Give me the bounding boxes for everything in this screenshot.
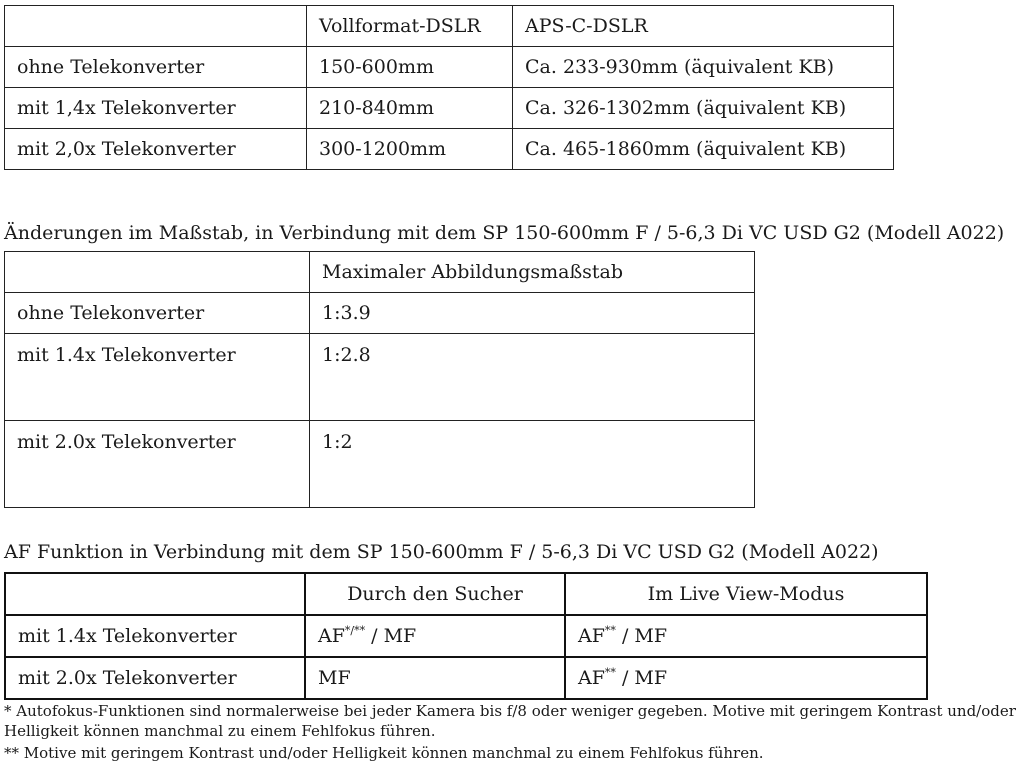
footnote-marker: ** [604,624,616,637]
table-cell: 1:2.8 [310,334,755,421]
row-label: mit 2.0x Telekonverter [5,421,310,508]
table-cell: 150-600mm [307,47,513,88]
table-row [5,421,755,508]
table-cell: Ca. 326-1302mm (äquivalent KB) [513,88,894,129]
header-cell [5,252,310,293]
header-cell: Im Live View-Modus [565,573,927,615]
table-row [5,334,755,421]
row-label: mit 2.0x Telekonverter [5,657,305,699]
mode-text: / MF [365,625,417,647]
viewfinder-cell [305,657,565,699]
table-header-row [5,6,894,47]
footnote-marker: */** [344,624,366,637]
table-row [5,88,894,129]
table-row [5,129,894,170]
table-cell: Ca. 465-1860mm (äquivalent KB) [513,129,894,170]
mode-text: MF [318,667,351,689]
footnote-marker: ** [604,666,616,679]
row-label: mit 1.4x Telekonverter [5,334,310,421]
table-header-row [5,573,927,615]
mode-text: AF [578,667,605,689]
header-cell: Durch den Sucher [305,573,565,615]
liveview-cell [565,657,927,699]
liveview-cell [565,615,927,657]
table-row [5,657,927,699]
table-row [5,615,927,657]
footnote-autofocus: * Autofokus-Funktionen sind normalerweise bei jeder Kamera bis f/8 oder weniger gegeben. Motive mit geringem Kontrast und/oder Helligkeit können manchmal zu einem Fehlfokus führen. [4,702,1016,740]
table-header-row [5,252,755,293]
table-cell: 1:2 [310,421,755,508]
row-label: mit 1.4x Telekonverter [5,615,305,657]
focal-length-table [4,5,894,170]
row-label: ohne Telekonverter [5,293,310,334]
viewfinder-cell [305,615,565,657]
table-row [5,293,755,334]
header-cell [5,573,305,615]
row-label: ohne Telekonverter [5,47,307,88]
header-cell: Vollformat-DSLR [307,6,513,47]
mode-text: AF [318,625,345,647]
header-cell: APS-C-DSLR [513,6,894,47]
table-row [5,47,894,88]
mode-text: AF [578,625,605,647]
row-label: mit 2,0x Telekonverter [5,129,307,170]
magnification-table [4,251,755,508]
table-cell: 1:3.9 [310,293,755,334]
header-cell: Maximaler Abbildungsmaßstab [310,252,755,293]
af-function-table [4,572,928,700]
af-function-caption: AF Funktion in Verbindung mit dem SP 150-600mm F / 5-6,3 Di VC USD G2 (Modell A022) [4,541,879,563]
row-label: mit 1,4x Telekonverter [5,88,307,129]
table-cell: 210-840mm [307,88,513,129]
table-cell: Ca. 233-930mm (äquivalent KB) [513,47,894,88]
mode-text: / MF [615,625,668,647]
footnote-low-contrast: ** Motive mit geringem Kontrast und/oder Helligkeit können manchmal zu einem Fehlfokus führen. [4,744,764,762]
header-cell [5,6,307,47]
magnification-caption: Änderungen im Maßstab, in Verbindung mit dem SP 150-600mm F / 5-6,3 Di VC USD G2 (Modell A022) [4,222,1005,244]
table-cell: 300-1200mm [307,129,513,170]
mode-text: / MF [615,667,668,689]
